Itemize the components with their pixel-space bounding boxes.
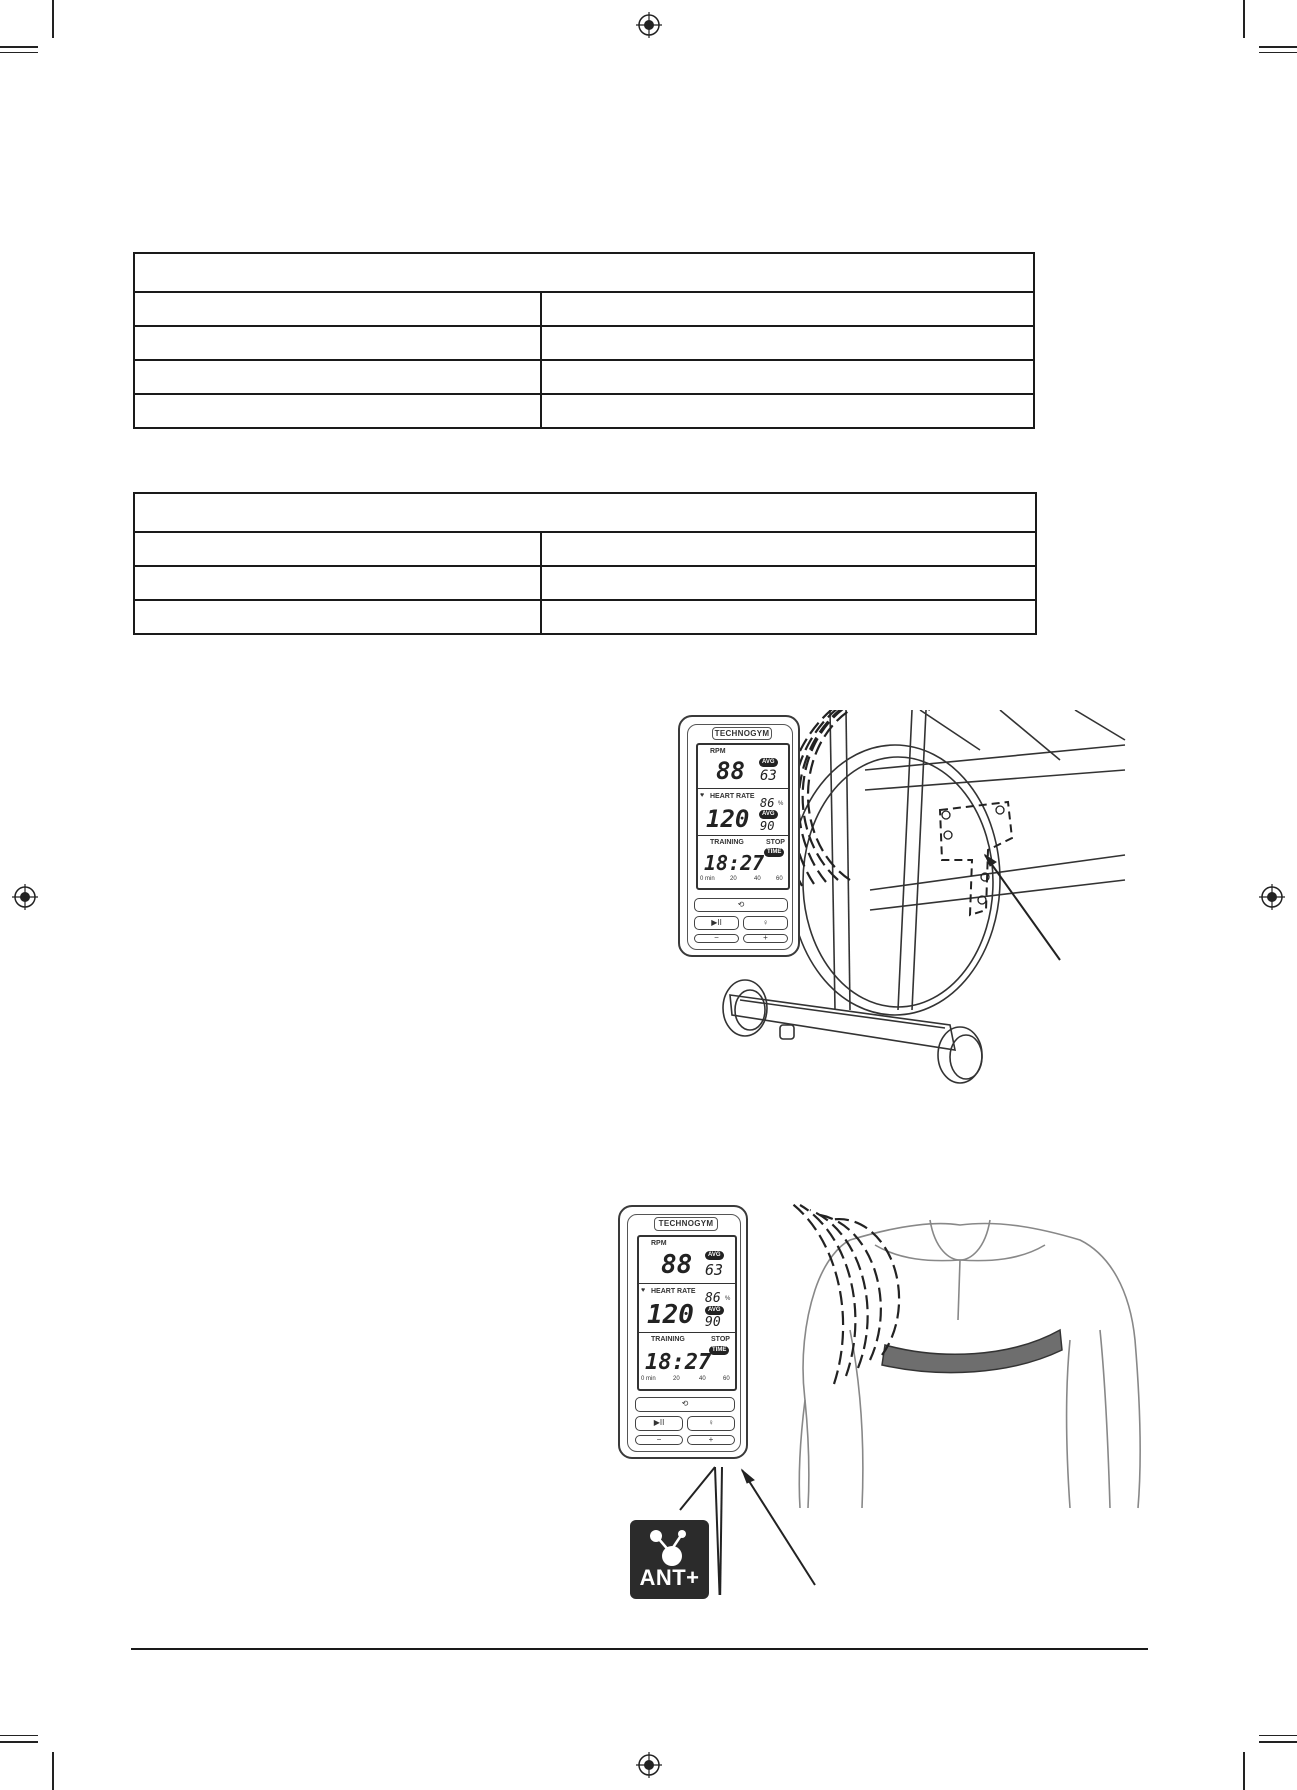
heart-rate-value: 120 — [706, 805, 750, 833]
table-cell — [134, 600, 541, 634]
time-scale-20: 20 — [730, 876, 737, 882]
training-label: TRAINING — [651, 1336, 685, 1343]
heart-rate-avg-value: 90 — [760, 819, 775, 833]
table-row — [134, 566, 1036, 600]
table-cell — [134, 360, 541, 394]
registration-mark-icon — [636, 1752, 662, 1778]
time-scale-20: 20 — [673, 1376, 680, 1382]
heart-rate-avg-value: 90 — [705, 1315, 721, 1330]
table-title — [134, 493, 1036, 532]
heart-rate-label: HEART RATE — [710, 793, 755, 800]
table-row — [134, 326, 1034, 360]
table-cell — [541, 566, 1036, 600]
plus-button[interactable]: + — [743, 934, 788, 943]
rpm-avg-value: 63 — [760, 768, 777, 784]
spec-table-1 — [133, 252, 1035, 429]
rpm-avg-value: 63 — [705, 1261, 724, 1279]
stop-label: STOP — [711, 1336, 730, 1343]
table-cell — [541, 326, 1034, 360]
heart-rate-percent: 86 — [705, 1291, 721, 1306]
light-button[interactable]: ♀ — [687, 1416, 735, 1431]
heart-rate-avg-badge: AVG — [759, 810, 778, 819]
table-cell — [134, 326, 541, 360]
time-scale-0: 0 min — [641, 1376, 656, 1382]
ant-plus-logo-icon — [630, 1520, 709, 1599]
rpm-avg-badge: AVG — [705, 1251, 724, 1260]
lcd-screen — [696, 743, 790, 890]
console-display-1 — [678, 715, 800, 957]
minus-button[interactable]: − — [635, 1435, 683, 1445]
heart-rate-avg-badge: AVG — [705, 1306, 724, 1315]
console-display-2 — [618, 1205, 748, 1459]
table-row — [134, 532, 1036, 566]
table-title — [134, 253, 1034, 292]
heart-rate-label: HEART RATE — [651, 1288, 696, 1295]
table-row — [134, 292, 1034, 326]
time-value: 18:27 — [645, 1350, 712, 1375]
table-row — [134, 600, 1036, 634]
table-cell — [541, 292, 1034, 326]
heart-rate-value: 120 — [647, 1300, 694, 1330]
time-scale-40: 40 — [754, 876, 761, 882]
rpm-avg-badge: AVG — [759, 758, 778, 767]
time-badge: TIME — [709, 1346, 729, 1355]
registration-mark-icon — [636, 12, 662, 38]
brand-logo: TECHNOGYM — [712, 727, 772, 740]
rpm-value: 88 — [661, 1250, 693, 1280]
time-badge: TIME — [764, 848, 784, 857]
lcd-screen — [637, 1235, 737, 1391]
heart-rate-percent-unit: % — [778, 801, 784, 807]
table-cell — [134, 566, 541, 600]
registration-mark-icon — [12, 884, 38, 910]
heart-rate-percent-unit: % — [725, 1296, 731, 1302]
time-value: 18:27 — [704, 851, 765, 875]
heart-icon: ♥ — [700, 792, 705, 799]
table-cell — [134, 532, 541, 566]
table-cell — [541, 394, 1034, 428]
table-title-row — [134, 493, 1036, 532]
play-pause-button[interactable]: ▶II — [694, 916, 739, 930]
table-row — [134, 394, 1034, 428]
rpm-label: RPM — [710, 748, 726, 755]
mode-button[interactable]: ⟲ — [694, 898, 788, 912]
time-scale-40: 40 — [699, 1376, 706, 1382]
brand-logo: TECHNOGYM — [654, 1217, 718, 1231]
mode-button[interactable]: ⟲ — [635, 1397, 735, 1412]
minus-button[interactable]: − — [694, 934, 739, 943]
registration-mark-icon — [1259, 884, 1285, 910]
time-scale-0: 0 min — [700, 876, 715, 882]
stop-label: STOP — [766, 839, 785, 846]
plus-button[interactable]: + — [687, 1435, 735, 1445]
table-cell — [541, 360, 1034, 394]
ant-plus-logo-text: ANT+ — [639, 1565, 700, 1590]
training-label: TRAINING — [710, 839, 744, 846]
table-title-row — [134, 253, 1034, 292]
play-pause-button[interactable]: ▶II — [635, 1416, 683, 1431]
table-cell — [541, 532, 1036, 566]
rpm-value: 88 — [716, 757, 745, 785]
spec-table-2 — [133, 492, 1037, 635]
table-cell — [134, 292, 541, 326]
footer-rule — [131, 1648, 1148, 1650]
heart-icon: ♥ — [641, 1287, 646, 1294]
table-row — [134, 360, 1034, 394]
table-cell — [134, 394, 541, 428]
table-cell — [541, 600, 1036, 634]
time-scale-60: 60 — [723, 1376, 730, 1382]
heart-rate-percent: 86 — [760, 796, 775, 810]
light-button[interactable]: ♀ — [743, 916, 788, 930]
rpm-label: RPM — [651, 1240, 667, 1247]
time-scale-60: 60 — [776, 876, 783, 882]
